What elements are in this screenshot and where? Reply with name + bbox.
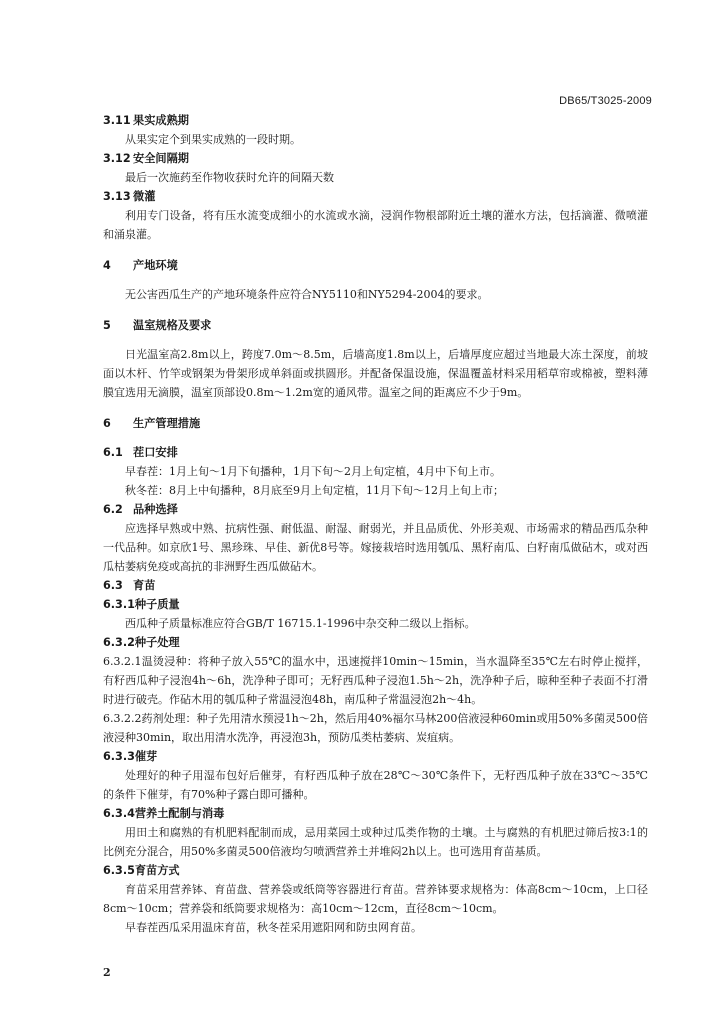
paragraph: 处理好的种子用湿布包好后催芽，有籽西瓜种子放在28℃～30℃条件下，无籽西瓜种子放在33℃～35℃的条件下催芽，有70%种子露白即可播种。 xyxy=(103,769,648,801)
section-heading xyxy=(103,316,648,335)
section-title: 催芽 xyxy=(134,750,158,763)
section-heading xyxy=(103,187,648,206)
section-number: 5 xyxy=(103,319,111,332)
section-number: 6.3.4 xyxy=(103,807,135,820)
paragraph: 从果实定个到果实成熟的一段时期。 xyxy=(125,133,301,146)
paragraph: 育苗采用营养钵、育苗盘、营养袋或纸筒等容器进行育苗。营养钵要求规格为：体高8cm～10cm，上口径8cm～10cm；营养袋和纸筒要求规格为：高10cm～12cm，直径8cm～10cm。 xyxy=(103,883,648,915)
section-heading xyxy=(103,595,648,614)
section-number: 6.1 xyxy=(103,446,123,459)
section-title: 安全间隔期 xyxy=(133,152,189,165)
paragraph: 6.3.2.1温烫浸种：将种子放入55℃的温水中，迅速搅拌10min～15min，当水温降至35℃左右时停止搅拌，有籽西瓜种子浸泡4h～6h，洗净种子即可；无籽西瓜种子浸泡1.5h～2h，洗净种子后，晾种至种子表面不打滑时进行破壳。作砧木用的瓠瓜种子常温浸泡48h，南瓜种子常温浸泡2h～4h。 xyxy=(103,655,648,706)
section-title: 育苗方式 xyxy=(134,864,180,877)
section-title: 微灌 xyxy=(133,190,156,203)
section-number: 6.3.5 xyxy=(103,864,135,877)
section-heading xyxy=(103,500,648,519)
paragraph: 无公害西瓜生产的产地环境条件应符合NY5110和NY5294-2004的要求。 xyxy=(125,288,489,301)
section-heading xyxy=(103,747,648,766)
section-heading xyxy=(103,149,648,168)
section-number: 4 xyxy=(103,259,111,272)
paragraph: 应选择早熟或中熟、抗病性强、耐低温、耐湿、耐弱光，并且品质优、外形美观、市场需求的精品西瓜杂种一代品种。如京欣1号、黑珍珠、早佳、新优8号等。嫁接栽培时选用瓠瓜、黑籽南瓜、白籽南瓜做砧木，或对西瓜枯萎病免疫或高抗的非洲野生西瓜做砧木。 xyxy=(103,522,648,573)
section-number: 3.11 xyxy=(103,114,131,127)
section-title: 种子处理 xyxy=(134,636,180,649)
section-heading xyxy=(103,414,648,433)
paragraph: 早春茬西瓜采用温床育苗，秋冬茬采用遮阳网和防虫网育苗。 xyxy=(125,921,422,934)
section-number: 6.2 xyxy=(103,503,123,516)
section-title: 温室规格及要求 xyxy=(133,319,212,332)
section-heading xyxy=(103,576,648,595)
section-number: 3.12 xyxy=(103,152,131,165)
section-number: 6.3.3 xyxy=(103,750,135,763)
section-number: 6.3.2 xyxy=(103,636,135,649)
section-number: 6.3 xyxy=(103,579,123,592)
section-title: 茬口安排 xyxy=(133,446,178,459)
paragraph: 用田土和腐熟的有机肥料配制而成，忌用菜园土或种过瓜类作物的土壤。土与腐熟的有机肥过筛后按3:1的比例充分混合，用50%多菌灵500倍液均匀喷洒营养土并堆闷2h以上。也可选用育苗基质。 xyxy=(103,826,648,858)
page-number: 2 xyxy=(103,966,111,979)
section-number: 3.13 xyxy=(103,190,131,203)
paragraph: 秋冬茬：8月上中旬播种，8月底至9月上旬定植，11月下旬～12月上旬上市； xyxy=(125,484,504,497)
paragraph: 日光温室高2.8m以上，跨度7.0m～8.5m，后墙高度1.8m以上，后墙厚度应超过当地最大冻土深度，前坡面以木杆、竹竿或钢架为骨架形成单斜面或拱圆形。并配备保温设施，保温覆盖材料采用稻草帘或棉被，塑料薄膜宜选用无滴膜，温室顶部设0.8m～1.2m宽的通风带。温室之间的距离应不少于9m。 xyxy=(103,348,648,399)
document-code: DB65/T3025-2009 xyxy=(559,95,652,107)
section-title: 生产管理措施 xyxy=(133,417,201,430)
paragraph: 6.3.2.2药剂处理：种子先用清水预浸1h～2h，然后用40%福尔马林200倍液浸种60min或用50%多菌灵500倍液浸种30min，取出用清水洗净，再浸泡3h，预防瓜类枯萎病、炭疽病。 xyxy=(103,712,648,744)
document-body xyxy=(103,111,648,937)
paragraph: 西瓜种子质量标准应符合GB/T 16715.1-1996中杂交种二级以上指标。 xyxy=(125,617,476,630)
section-heading xyxy=(103,256,648,275)
section-title: 种子质量 xyxy=(134,598,180,611)
section-heading xyxy=(103,111,648,130)
paragraph: 利用专门设备，将有压水流变成细小的水流或水滴，浸润作物根部附近土壤的灌水方法，包括滴灌、微喷灌和涌泉灌。 xyxy=(103,209,648,241)
section-title: 育苗 xyxy=(133,579,156,592)
section-title: 品种选择 xyxy=(133,503,178,516)
section-heading xyxy=(103,633,648,652)
paragraph: 早春茬：1月上旬～1月下旬播种，1月下旬～2月上旬定植，4月中下旬上市。 xyxy=(125,465,501,478)
section-title: 营养土配制与消毒 xyxy=(134,807,225,820)
section-heading xyxy=(103,804,648,823)
section-number: 6.3.1 xyxy=(103,598,135,611)
section-heading xyxy=(103,861,648,880)
paragraph: 最后一次施药至作物收获时允许的间隔天数 xyxy=(125,171,334,184)
section-number: 6 xyxy=(103,417,111,430)
section-heading xyxy=(103,443,648,462)
section-title: 果实成熟期 xyxy=(133,114,189,127)
section-title: 产地环境 xyxy=(133,259,178,272)
